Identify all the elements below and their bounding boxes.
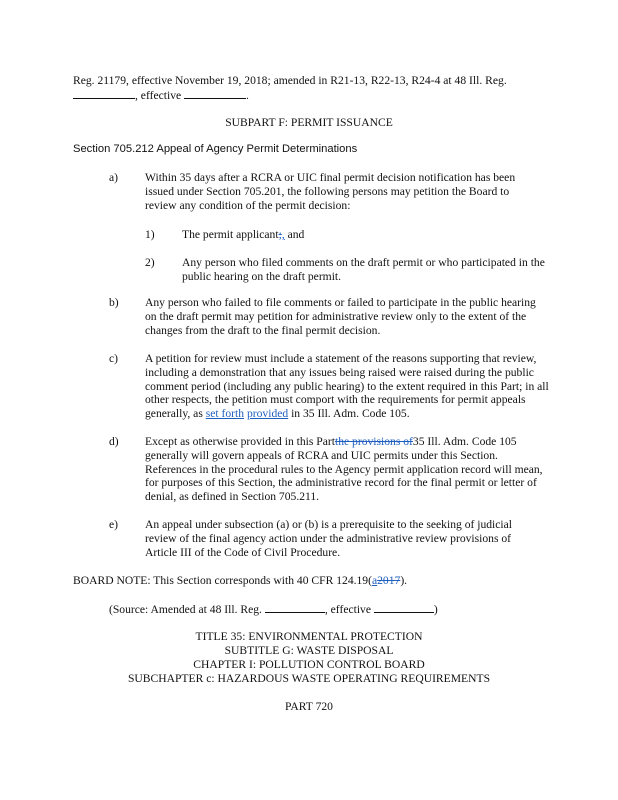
- blank-line: [374, 602, 434, 613]
- title-line: TITLE 35: ENVIRONMENTAL PROTECTION: [195, 630, 423, 643]
- board-note-text: BOARD NOTE: This Section corresponds with 40 CFR 124.19(: [73, 574, 372, 587]
- blank-line: [184, 88, 246, 99]
- paragraph-d-text-end: 35 Ill. Adm. Code 105 generally will govern appeals of RCRA and UIC permits under this Section. References in the procedural rules to the Agency permit application record will mean, for purposes of this Section, the administrative record for the final permit or letter of denial, as defined in Section 705.211.: [145, 435, 543, 504]
- effective-label: , effective: [135, 89, 182, 102]
- paragraph-c-text-end: in 35 Ill. Adm. Code 105.: [288, 407, 410, 421]
- item-1-label: 1): [145, 228, 155, 241]
- chapter-line: CHAPTER I: POLLUTION CONTROL BOARD: [193, 658, 425, 671]
- source-note-text: (Source: Amended at 48 Ill. Reg.: [109, 603, 262, 616]
- paragraph-a: Within 35 days after a RCRA or UIC final permit decision notification has been issued under Section 705.201, the following persons may petition the Board to review any condition of the permit decision:: [145, 171, 516, 212]
- close-paren: ): [433, 603, 438, 616]
- subtitle-line: SUBTITLE G: WASTE DISPOSAL: [224, 644, 394, 657]
- paragraph-c-text: A petition for review must include a statement of the reasons supporting that review, including a demonstration that any issues being raised were raised during the public comment period (including any public hearing) to the extent required in this Part; in all other respects, the petition must comport with the requirements for permit appeals generally, as: [145, 352, 549, 421]
- paragraph-c: [145, 352, 550, 421]
- deleted-text: ;: [278, 228, 282, 241]
- paragraph-d-text: Except as otherwise provided in this Part: [145, 435, 335, 448]
- item-1-text-end: and: [284, 228, 305, 241]
- source-note: [109, 602, 438, 617]
- inserted-text: provided: [246, 407, 289, 421]
- board-note-text-end: ).: [400, 574, 408, 587]
- paragraph-d-label: d): [109, 435, 119, 448]
- deleted-text: the provisions of: [334, 435, 413, 448]
- paragraph-e-label: e): [109, 518, 119, 531]
- item-2-label: 2): [145, 256, 155, 269]
- board-note: [73, 574, 407, 588]
- item-1: [182, 228, 542, 242]
- blank-line: [73, 88, 135, 99]
- paragraph-a-label: a): [109, 171, 119, 184]
- part-heading: PART 720: [285, 700, 333, 713]
- paragraph-b: Any person who failed to file comments or failed to participate in the public hearing on the draft permit may petition for administrative review only to the extent of the changes from the draft to the final permit decision.: [145, 296, 536, 337]
- period: .: [246, 89, 249, 102]
- section-heading: Section 705.212 Appeal of Agency Permit Determinations: [73, 143, 358, 155]
- item-1-text: The permit applicant: [182, 228, 279, 241]
- inserted-text: a: [371, 574, 378, 587]
- subpart-heading: SUBPART F: PERMIT ISSUANCE: [225, 116, 393, 129]
- paragraph-c-label: c): [109, 352, 119, 365]
- paragraph-d: [145, 435, 550, 504]
- blank-line: [265, 602, 325, 613]
- effective-label: , effective: [324, 603, 371, 616]
- inserted-text: ,: [281, 228, 285, 241]
- history-note-effective-line: [73, 88, 249, 103]
- item-2: Any person who filed comments on the draft permit or who participated in the public hearing on the draft permit.: [182, 256, 545, 283]
- history-note-text: Reg. 21179, effective November 19, 2018; amended in R21-13, R22-13, R24-4 at 48 Ill. Reg.: [73, 74, 507, 87]
- deleted-text: 2017: [377, 574, 401, 587]
- inserted-text: set forth: [205, 407, 245, 421]
- paragraph-e: An appeal under subsection (a) or (b) is a prerequisite to the seeking of judicial review of the final agency action under the administrative review provisions of Article III of the Code of Civil Procedure.: [145, 518, 513, 559]
- subchapter-line: SUBCHAPTER c: HAZARDOUS WASTE OPERATING REQUIREMENTS: [127, 672, 491, 685]
- history-note: [73, 74, 507, 88]
- paragraph-b-label: b): [109, 296, 119, 309]
